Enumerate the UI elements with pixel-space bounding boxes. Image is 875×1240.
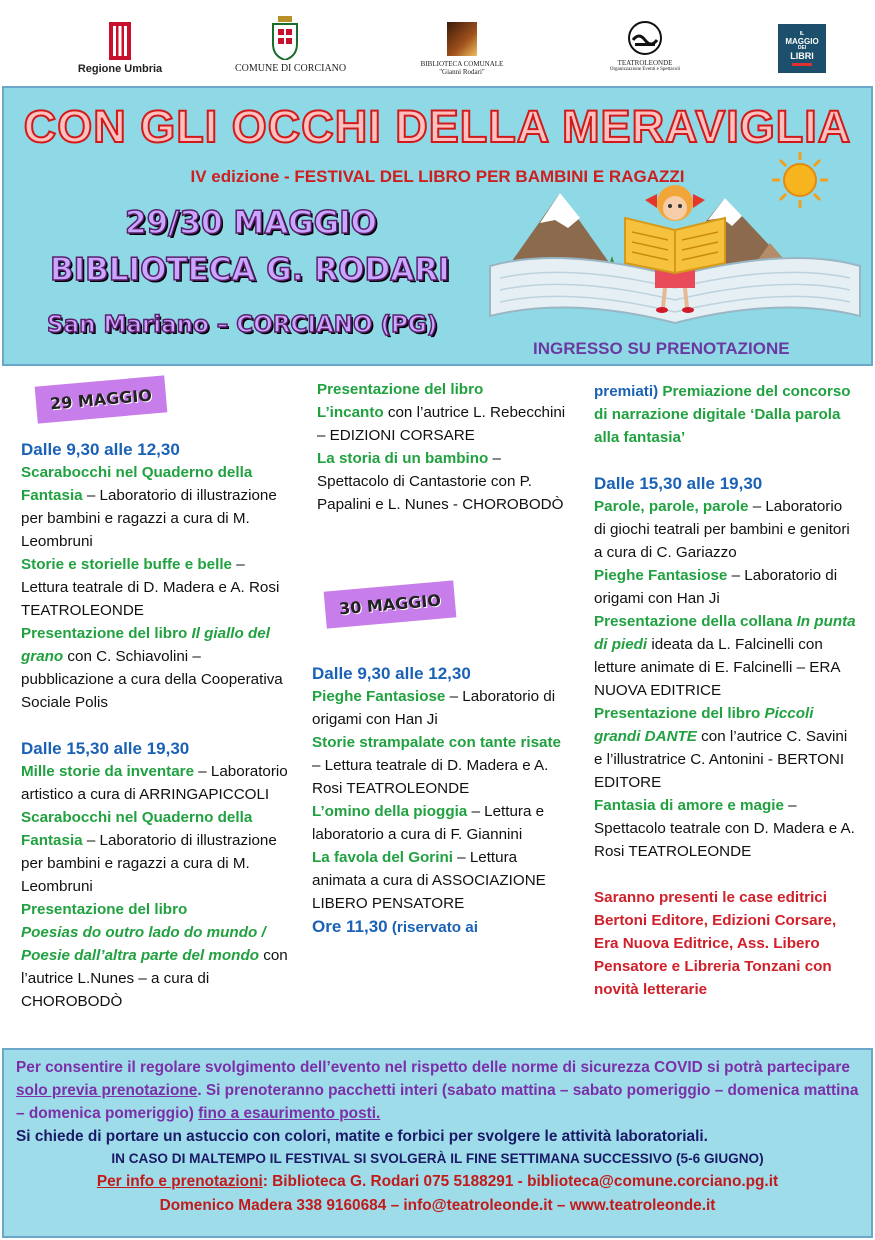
event-item (594, 564, 856, 610)
event-item (21, 553, 291, 622)
reading-girl-illustration (480, 148, 870, 348)
event-item (21, 898, 291, 1013)
festival-dates: 29/30 MAGGIO (125, 205, 378, 241)
book-title: Il giallo del grano (21, 625, 270, 665)
event-item (21, 461, 291, 553)
event-desc: – Lettura e laboratorio a cura di F. Giannini (312, 803, 545, 843)
event-item (21, 622, 291, 714)
biblioteca-label-2: "Gianni Rodari" (439, 68, 485, 76)
regione-umbria-emblem-icon (109, 22, 131, 60)
event-desc: con l’autrice L.Nunes – a cura di CHOROBODÒ (21, 947, 288, 1010)
comune-corciano-logo (235, 16, 347, 74)
booking-requirement: solo previa prenotazione (16, 1082, 198, 1099)
column-saturday (21, 438, 291, 1013)
maggio-label-libri: LIBRI (790, 51, 814, 61)
event-desc: – Lettura teatrale di D. Madera e A. Rosi TEATROLEONDE (21, 556, 280, 619)
event-title: La storia di un bambino (317, 450, 489, 467)
event-item (594, 794, 856, 863)
weather-notice: IN CASO DI MALTEMPO IL FESTIVAL SI SVOLGERÀ IL FINE SETTIMANA SUCCESSIVO (5-6 GIUGNO) (111, 1151, 764, 1166)
event-desc: – Spettacolo teatrale con D. Madera e A. Rosi TEATROLEONDE (594, 797, 855, 860)
event-desc: con l’autrice C. Savini e l’illustratrice C. Antonini - BERTONI EDITORE (594, 728, 848, 791)
award-note: (riservato ai (387, 919, 478, 936)
event-desc: con l’autrice L. Rebecchini – EDIZIONI CORSARE (317, 404, 566, 444)
event-title: Pieghe Fantasiose (594, 567, 728, 584)
festival-place: San Mariano – CORCIANO (PG) (47, 312, 438, 338)
entry-notice: INGRESSO SU PRENOTAZIONE (533, 339, 790, 358)
event-desc: – Spettacolo di Cantastorie con P. Papalini e L. Nunes - CHOROBODÒ (317, 450, 564, 513)
event-title: Storie strampalate con tante risate (312, 734, 561, 751)
teatroleonde-label: TEATROLEONDE (617, 59, 673, 67)
event-desc: Premiazione del concorso di narrazione digitale ‘Dalla parola alla fantasia’ (594, 383, 851, 446)
event-desc: – Lettura animata a cura di ASSOCIAZIONE LIBERO PENSATORE (312, 849, 546, 912)
event-item (594, 380, 856, 449)
book-title: Poesias do outro lado do mundo / Poesie dall’altra parte del mondo (21, 924, 266, 964)
teatroleonde-logo (608, 20, 682, 73)
event-item (317, 447, 567, 516)
event-desc: – Laboratorio artistico a cura di ARRINGAPICCOLI (21, 763, 288, 803)
event-desc: – Laboratorio di origami con Han Ji (312, 688, 556, 728)
festival-title: CON GLI OCCHI DELLA MERAVIGLIA (23, 101, 852, 152)
day-tag-29: 29 MAGGIO (35, 375, 168, 423)
event-title: La favola del Gorini (312, 849, 453, 866)
teatroleonde-sublabel: Organizzazione Eventi e Spettacoli (609, 67, 681, 72)
publishers-note: Saranno presenti le case editrici Bertoni Editore, Edizioni Corsare, Era Nuova Editrice, Ass. Libero Pensatore e Libreria Tonzani con novità letterarie (594, 889, 837, 998)
contact-library: Per info e prenotazioni: Biblioteca G. Rodari 075 5188291 - biblioteca@comune.corciano.pg.it (96, 1173, 779, 1190)
contact-teatroleonde: Domenico Madera 338 9160684 – info@teatroleonde.it – www.teatroleonde.it (159, 1197, 716, 1214)
event-title: Pieghe Fantasiose (312, 688, 446, 705)
event-title: Presentazione del libro (317, 381, 484, 398)
covid-notice: Per consentire il regolare svolgimento dell’evento nel rispetto delle norme di sicurezza COVID si potrà partecipare solo previa prenotazione. Si prenoteranno pacchetti interi (sabato mattina – sabato pomeriggio – domenica mattina – domenica pomeriggio) fino a esaurimento posti. (16, 1059, 859, 1122)
column-saturday-continued (317, 378, 567, 516)
coat-of-arms-icon (270, 16, 300, 60)
book-title: L’incanto (317, 404, 384, 421)
time-slot-afternoon: Dalle 15,30 alle 19,30 (21, 739, 190, 758)
event-title: Parole, parole, parole (594, 498, 749, 515)
event-title: Storie e storielle buffe e belle (21, 556, 233, 573)
biblioteca-label-1: BIBLIOTECA COMUNALE (420, 60, 504, 68)
event-title: L’omino della pioggia (312, 803, 468, 820)
time-slot-afternoon: Dalle 15,30 alle 19,30 (594, 474, 763, 493)
event-desc: con C. Schiavolini – pubblicazione a cura della Cooperativa Sociale Polis (21, 648, 283, 711)
event-title: Mille storie da inventare (21, 763, 195, 780)
event-item (594, 702, 856, 794)
event-title: Scarabocchi nel Quaderno della Fantasia (21, 809, 253, 849)
event-desc: – Laboratorio di origami con Han Ji (594, 567, 838, 607)
event-item (594, 610, 856, 702)
event-title: Fantasia di amore e magie (594, 797, 784, 814)
series-title: In punta di piedi (594, 613, 856, 653)
regione-umbria-logo (70, 22, 170, 74)
maggio-label-dei: DEI (797, 45, 807, 51)
biblioteca-logo (420, 22, 504, 76)
event-desc: – Laboratorio di giochi teatrali per bambini e genitori a cura di C. Gariazzo (594, 498, 850, 561)
event-item (317, 378, 567, 447)
maggio-label-maggio: MAGGIO (785, 37, 819, 46)
regione-umbria-label: Regione Umbria (77, 63, 163, 75)
availability-note: fino a esaurimento posti. (198, 1105, 381, 1122)
event-item (312, 685, 564, 731)
event-desc: – Laboratorio di illustrazione per bambini e ragazzi a cura di M. Leombruni (21, 487, 277, 550)
comune-label: COMUNE DI CORCIANO (235, 63, 347, 74)
event-title: Presentazione del libro (21, 625, 192, 642)
event-title: Presentazione della collana (594, 613, 797, 630)
info-label: Per info e prenotazioni (96, 1173, 263, 1190)
supplies-notice: Si chiede di portare un astuccio con colori, matite e forbici per svolgere le attività laboratoriali. (16, 1128, 708, 1145)
event-item (312, 846, 564, 915)
event-desc: – Laboratorio di illustrazione per bambini e ragazzi a cura di M. Leombruni (21, 832, 277, 895)
event-desc: ideata da L. Falcinelli con letture animate di E. Falcinelli – ERA NUOVA EDITRICE (594, 636, 840, 699)
event-item (312, 731, 564, 800)
event-item (21, 760, 291, 806)
event-item (21, 806, 291, 898)
event-title: Presentazione del libro (21, 901, 188, 918)
festival-venue: BIBLIOTECA G. RODARI (50, 252, 450, 288)
time-slot-award: Ore 11,30 (312, 917, 388, 936)
footer-info (2, 1048, 873, 1238)
maggio-dei-libri-logo (778, 24, 826, 73)
time-slot-morning: Dalle 9,30 alle 12,30 (21, 440, 180, 459)
maggio-label-il: IL (799, 31, 805, 37)
column-sunday (312, 662, 564, 939)
event-desc: – Lettura teatrale di D. Madera e A. Rosi TEATROLEONDE (312, 757, 549, 797)
event-title: Presentazione del libro (594, 705, 765, 722)
day-tag-30: 30 MAGGIO (324, 580, 457, 628)
book-title: Piccoli grandi DANTE (594, 705, 814, 745)
biblioteca-photo (447, 22, 477, 56)
time-slot-morning: Dalle 9,30 alle 12,30 (312, 664, 471, 683)
column-sunday-continued (594, 380, 856, 1001)
sun-icon (772, 152, 828, 208)
festival-subtitle: IV edizione - FESTIVAL DEL LIBRO PER BAMBINI E RAGAZZI (190, 167, 685, 186)
award-note-end: premiati) (594, 383, 659, 400)
event-item (312, 915, 564, 939)
event-title: Scarabocchi nel Quaderno della Fantasia (21, 464, 253, 504)
teatroleonde-emblem-icon (627, 20, 663, 56)
event-item (312, 800, 564, 846)
event-item (594, 495, 856, 564)
